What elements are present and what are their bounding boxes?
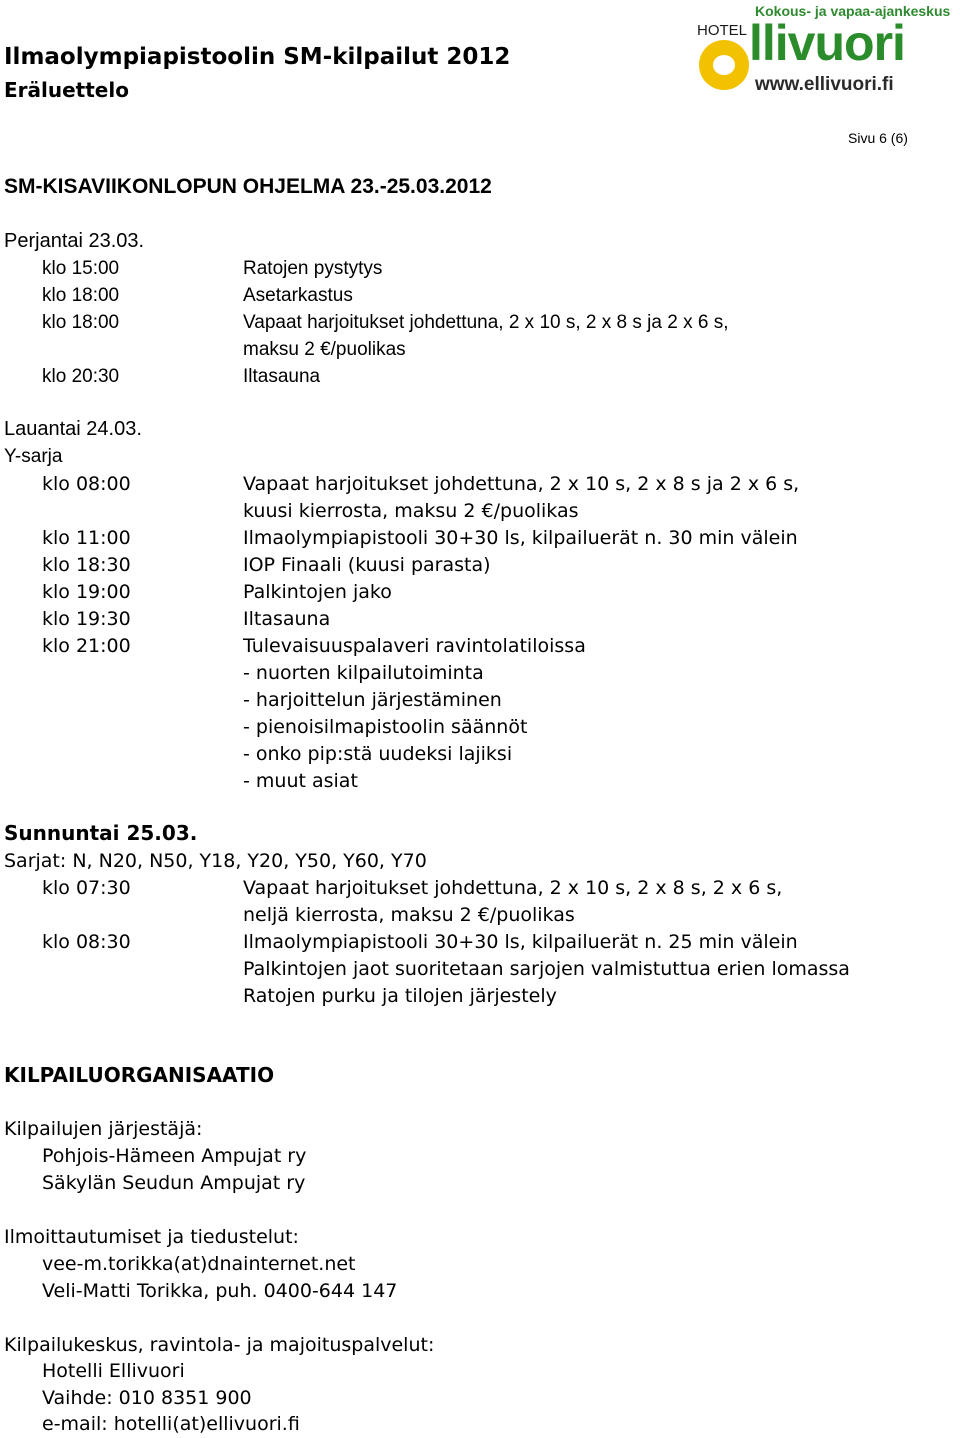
friday-desc-1: Ratojen pystytys — [243, 258, 383, 279]
program-heading: SM-KISAVIIKONLOPUN OHJELMA 23.-25.03.2012 — [4, 175, 492, 198]
friday-heading: Perjantai 23.03. — [4, 230, 145, 252]
organizer-line-1: Pohjois-Hämeen Ampujat ry — [42, 1145, 307, 1167]
saturday-agenda-item-5: - muut asiat — [243, 770, 358, 792]
saturday-agenda-item-1: - nuorten kilpailutoiminta — [243, 662, 484, 684]
logo-tagline: Kokous- ja vapaa-ajankeskus — [755, 3, 951, 19]
saturday-agenda-item-2: - harjoittelun järjestäminen — [243, 689, 502, 711]
logo-name: llivuori — [749, 15, 905, 71]
sunday-desc-1b: neljä kierrosta, maksu 2 €/puolikas — [243, 904, 575, 926]
saturday-time-5: klo 19:30 — [42, 608, 131, 630]
saturday-desc-1: Vapaat harjoitukset johdettuna, 2 x 10 s, 2 x 8 s ja 2 x 6 s, — [243, 473, 800, 495]
saturday-time-6: klo 21:00 — [42, 635, 131, 657]
venue-phone: Vaihde: 010 8351 900 — [42, 1387, 252, 1409]
page-number: Sivu 6 (6) — [848, 130, 908, 146]
friday-time-1: klo 15:00 — [42, 258, 120, 279]
friday-desc-4: Iltasauna — [243, 366, 321, 387]
saturday-time-1: klo 08:00 — [42, 473, 131, 495]
saturday-desc-2: Ilmaolympiapistooli 30+30 ls, kilpailuerät n. 30 min välein — [243, 527, 798, 549]
saturday-time-4: klo 19:00 — [42, 581, 131, 603]
registration-email: vee-m.torikka(at)dnainternet.net — [42, 1253, 356, 1275]
saturday-desc-5: Iltasauna — [243, 608, 331, 630]
saturday-time-3: klo 18:30 — [42, 554, 131, 576]
saturday-desc-1b: kuusi kierrosta, maksu 2 €/puolikas — [243, 500, 579, 522]
logo-hotel-text: HOTEL — [697, 22, 748, 39]
logo-url: www.ellivuori.fi — [755, 74, 894, 95]
organizer-label: Kilpailujen järjestäjä: — [4, 1118, 203, 1140]
friday-desc-3b: maksu 2 €/puolikas — [243, 339, 406, 360]
sunday-time-1: klo 07:30 — [42, 877, 131, 899]
venue-name: Hotelli Ellivuori — [42, 1360, 185, 1382]
friday-desc-3: Vapaat harjoitukset johdettuna, 2 x 10 s, 2 x 8 s ja 2 x 6 s, — [243, 312, 729, 333]
venue-email: e-mail: hotelli(at)ellivuori.fi — [42, 1413, 300, 1435]
friday-desc-2: Asetarkastus — [243, 285, 353, 306]
saturday-desc-4: Palkintojen jako — [243, 581, 392, 603]
sunday-heading: Sunnuntai 25.03. — [4, 821, 198, 845]
saturday-time-2: klo 11:00 — [42, 527, 131, 549]
friday-time-3: klo 18:00 — [42, 312, 120, 333]
hotel-ellivuori-logo — [697, 0, 960, 100]
sunday-desc-2c: Ratojen purku ja tilojen järjestely — [243, 985, 557, 1007]
sunday-time-2: klo 08:30 — [42, 931, 131, 953]
document-subtitle: Eräluettelo — [4, 78, 129, 102]
venue-label: Kilpailukeskus, ravintola- ja majoituspalvelut: — [4, 1334, 435, 1356]
saturday-series: Y-sarja — [4, 446, 63, 467]
saturday-agenda-item-3: - pienoisilmapistoolin säännöt — [243, 716, 528, 738]
organization-heading: KILPAILUORGANISAATIO — [4, 1063, 275, 1087]
logo-e-mark-icon — [699, 40, 749, 90]
registration-label: Ilmoittautumiset ja tiedustelut: — [4, 1226, 299, 1248]
saturday-heading: Lauantai 24.03. — [4, 418, 142, 440]
saturday-agenda-item-4: - onko pip:stä uudeksi lajiksi — [243, 743, 513, 765]
document-title: Ilmaolympiapistoolin SM-kilpailut 2012 — [4, 44, 511, 70]
friday-time-2: klo 18:00 — [42, 285, 120, 306]
saturday-desc-3: IOP Finaali (kuusi parasta) — [243, 554, 491, 576]
sunday-series: Sarjat: N, N20, N50, Y18, Y20, Y50, Y60, Y70 — [4, 850, 427, 872]
saturday-desc-6: Tulevaisuuspalaveri ravintolatiloissa — [243, 635, 586, 657]
registration-contact: Veli-Matti Torikka, puh. 0400-644 147 — [42, 1280, 398, 1302]
organizer-line-2: Säkylän Seudun Ampujat ry — [42, 1172, 306, 1194]
sunday-desc-2: Ilmaolympiapistooli 30+30 ls, kilpailuerät n. 25 min välein — [243, 931, 798, 953]
friday-time-4: klo 20:30 — [42, 366, 120, 387]
sunday-desc-1: Vapaat harjoitukset johdettuna, 2 x 10 s, 2 x 8 s, 2 x 6 s, — [243, 877, 783, 899]
sunday-desc-2b: Palkintojen jaot suoritetaan sarjojen valmistuttua erien lomassa — [243, 958, 850, 980]
